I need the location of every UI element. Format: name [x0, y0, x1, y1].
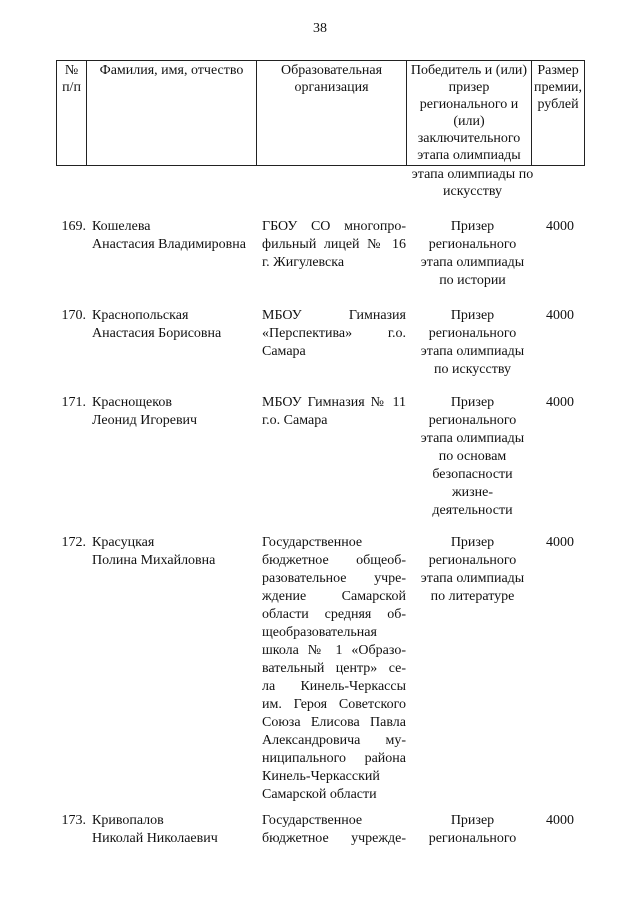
student-name — [92, 307, 258, 343]
org-line: области средняя об- — [262, 607, 406, 622]
student-name — [92, 218, 258, 254]
row-number: 173. — [61, 813, 86, 828]
org-line: ниципального района — [262, 751, 406, 766]
award — [405, 812, 540, 848]
page-number: 38 — [313, 21, 327, 36]
org-line: бюджетное общеоб- — [262, 553, 406, 568]
name-line: Полина Михайловна — [92, 553, 216, 568]
name-line: Анастасия Борисовна — [92, 326, 222, 341]
award-line: по истории — [439, 273, 506, 288]
award — [405, 307, 540, 379]
row-number: 171. — [61, 395, 86, 410]
org-line: ГБОУ СО многопро- — [262, 219, 406, 234]
organization — [262, 307, 406, 361]
row-number: 169. — [61, 219, 86, 234]
org-line: бюджетное учрежде- — [262, 831, 406, 846]
org-line: разовательное учре- — [262, 571, 406, 586]
award-line: Призер — [450, 219, 495, 234]
org-line: Государственное — [262, 535, 363, 550]
row-number: 170. — [61, 308, 86, 323]
org-line: «Перспектива» г.о. — [262, 326, 406, 341]
prize-amount: 4000 — [546, 813, 574, 828]
prize-amount: 4000 — [546, 395, 574, 410]
award-line: по основам — [438, 449, 507, 464]
organization — [262, 534, 406, 804]
organization — [262, 394, 406, 430]
org-line: школа № 1 «Образо- — [262, 643, 406, 658]
org-line: вательный центр» се- — [262, 661, 406, 676]
org-line: Самарской области — [262, 787, 377, 802]
award-line: Призер — [450, 308, 495, 323]
award — [405, 394, 540, 520]
header-org: Образовательная организация — [257, 61, 407, 166]
header-prize: Размер премии, рублей — [532, 61, 585, 166]
award-line: регионального — [428, 553, 517, 568]
org-line: ла Кинель-Черкассы — [262, 679, 406, 694]
org-line: МБОУ Гимназия № 11 — [262, 395, 406, 410]
award-line: этапа олимпиады — [420, 255, 525, 270]
award-line: Призер — [450, 813, 495, 828]
award-line: регионального — [428, 237, 517, 252]
org-line: фильный лицей № 16 — [262, 237, 406, 252]
org-line: Государственное — [262, 813, 363, 828]
award-line: регионального — [428, 413, 517, 428]
award-line: деятельности — [432, 503, 513, 518]
org-line: ждение Самарской — [262, 589, 406, 604]
prize-amount: 4000 — [546, 535, 574, 550]
award-line: Призер — [450, 395, 495, 410]
organization — [262, 812, 406, 848]
table-header — [56, 60, 585, 166]
award-line: жизне- — [451, 485, 494, 500]
org-line: г. Жигулевска — [262, 255, 345, 270]
header-name: Фамилия, имя, отчество — [87, 61, 257, 166]
student-name — [92, 812, 258, 848]
name-line: Краснопольская — [92, 308, 189, 323]
continuation-text: этапа олимпиады по искусству — [411, 167, 534, 199]
org-line: Кинель-Черкасский — [262, 769, 380, 784]
name-line: Красуцкая — [92, 535, 155, 550]
award-line: этапа олимпиады — [420, 431, 525, 446]
name-line: Анастасия Владимировна — [92, 237, 246, 252]
org-line: Союза Елисова Павла — [262, 715, 406, 730]
header-num: № п/п — [57, 61, 87, 166]
organization — [262, 218, 406, 272]
row-number: 172. — [61, 535, 86, 550]
award-line: по искусству — [434, 362, 511, 377]
award — [405, 534, 540, 606]
award-line: регионального — [428, 831, 517, 846]
award-line: этапа олимпиады — [420, 344, 525, 359]
prize-amount: 4000 — [546, 308, 574, 323]
award — [405, 218, 540, 290]
award-line: безопасности — [432, 467, 513, 482]
header-award: Победитель и (или) призер регионального и (или) заключительного этапа олимпиады — [407, 61, 532, 166]
award-line: по литературе — [430, 589, 515, 604]
org-line: им. Героя Советского — [262, 697, 406, 712]
org-line: МБОУ Гимназия — [262, 308, 406, 323]
name-line: Кошелева — [92, 219, 151, 234]
student-name — [92, 394, 258, 430]
org-line: Александровича му- — [262, 733, 406, 748]
name-line: Николай Николаевич — [92, 831, 218, 846]
award-line: этапа олимпиады — [420, 571, 525, 586]
org-line: щеобразовательная — [262, 625, 377, 640]
name-line: Леонид Игоревич — [92, 413, 198, 428]
org-line: г.о. Самара — [262, 413, 328, 428]
prize-amount: 4000 — [546, 219, 574, 234]
name-line: Кривопалов — [92, 813, 164, 828]
org-line: Самара — [262, 344, 306, 359]
student-name — [92, 534, 258, 570]
name-line: Краснощеков — [92, 395, 172, 410]
award-line: Призер — [450, 535, 495, 550]
award-line: регионального — [428, 326, 517, 341]
